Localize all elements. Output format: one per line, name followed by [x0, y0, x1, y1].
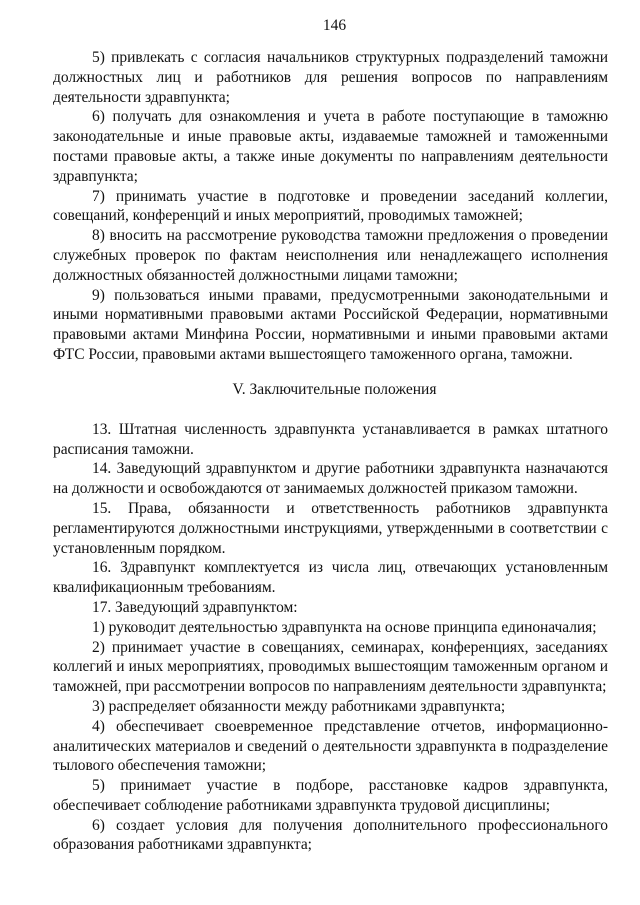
paragraph: 9) пользоваться иными правами, предусмотренными законодательными и иными нормативными правовыми актами Российской Федерации, нормативными правовыми актами Минфина России, нормативными и иными правовыми актами ФТС России, правовыми актами вышестоящего таможенного органа, таможни. — [53, 286, 608, 363]
paragraph: 13. Штатная численность здравпункта устанавливается в рамках штатного расписания таможни. — [53, 420, 608, 458]
paragraph: 14. Заведующий здравпунктом и другие работники здравпункта назначаются на должности и освобождаются от занимаемых должностей приказом таможни. — [53, 460, 608, 498]
paragraph: 7) принимать участие в подготовке и проведении заседаний коллегии, совещаний, конференций и иных мероприятий, проводимых таможней; — [53, 187, 608, 225]
page-number: 146 — [322, 17, 347, 34]
paragraph: 5) принимает участие в подборе, расстановке кадров здравпункта, обеспечивает соблюдение работниками здравпункта трудовой дисциплины; — [53, 777, 608, 814]
paragraph: 15. Права, обязанности и ответственность работников здравпункта регламентируются должностными инструкциями, утвержденными в соответствии с установленным порядком. — [53, 499, 608, 557]
paragraph: 6) создает условия для получения дополнительного профессионального образования работниками здравпункта; — [53, 816, 608, 854]
section-heading: V. Заключительные положения — [232, 380, 437, 398]
paragraph: 5) привлекать с согласия начальников структурных подразделений таможни должностных лиц и работников для решения вопросов по направлениям деятельности здравпункта; — [53, 49, 608, 106]
paragraph: 2) принимает участие в совещаниях, семинарах, конференциях, заседаниях коллегий и иных мероприятиях, проводимых вышестоящим таможенным органом и таможней, при рассмотрении вопросов по направлениям деятельности здравпункта; — [53, 638, 608, 696]
paragraph: 4) обеспечивает своевременное представление отчетов, информационно-аналитических материалов и сведений о деятельности здравпункта в подразделение тылового обеспечения таможни; — [53, 717, 608, 775]
paragraph: 1) руководит деятельностью здравпункта на основе принципа единоначалия; — [92, 618, 597, 636]
paragraph: 16. Здравпункт комплектуется из числа лиц, отвечающих установленным квалификационным требованиям. — [53, 559, 608, 597]
paragraph: 8) вносить на рассмотрение руководства таможни предложения о проведении служебных проверок по фактам неисполнения или ненадлежащего исполнения должностных обязанностей должностными лицами таможни; — [53, 227, 608, 284]
paragraph: 3) распределяет обязанности между работниками здравпункта; — [92, 697, 506, 715]
paragraph: 17. Заведующий здравпунктом: — [92, 598, 298, 616]
final-provisions — [53, 420, 608, 856]
paragraph: 6) получать для ознакомления и учета в работе поступающие в таможню законодательные и иные правовые акты, издаваемые таможней и таможенными постами правовые акты, а также иные документы по направлениям деятельности здравпункта; — [53, 108, 608, 185]
rights-list — [53, 48, 608, 365]
